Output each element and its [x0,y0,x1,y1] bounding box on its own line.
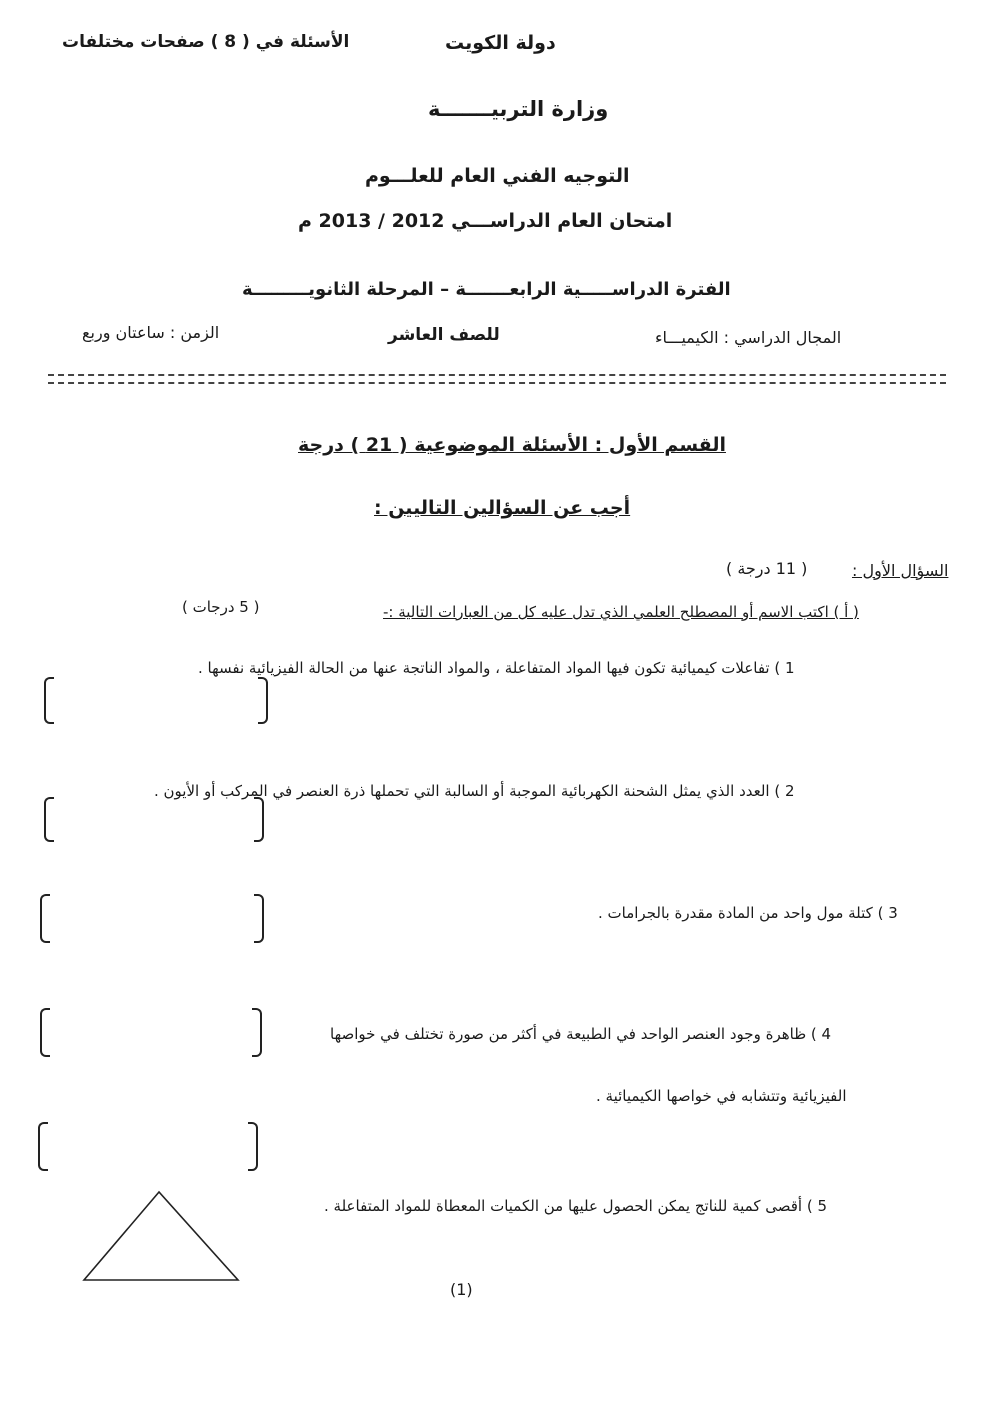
directorate-name: التوجيه الفني العام للعلـــوم [365,165,630,187]
state-name: دولة الكويت [445,32,556,54]
item-4-text-line-1: 4 ) ظاهرة وجود العنصر الواحد في الطبيعة في أكثر من صورة تختلف في خواصها [330,1025,832,1043]
question-1-marks: ( 11 درجة ) [726,559,808,578]
answer-box-2[interactable] [44,797,264,838]
item-1-text: 1 ) تفاعلات كيميائية تكون فيها المواد المتفاعلة ، والمواد الناتجة عنها من الحالة الفيزيائية نفسها . [198,659,795,677]
answer-box-4[interactable] [40,1008,262,1053]
header-divider-2 [48,382,946,384]
grade-label: للصف العاشر [388,325,500,345]
item-5-text: 5 ) أقصى كمية للناتج يمكن الحصول عليها من الكميات المعطاة للمواد المتفاعلة . [324,1197,828,1215]
ministry-name: وزارة التربيـــــــة [428,97,609,121]
answer-box-1[interactable] [44,677,268,720]
exam-title: امتحان العام الدراســـي 2012 / 2013 م [298,210,673,232]
item-4-text-line-2: الفيزيائية وتتشابه في خواصها الكيميائية . [596,1087,847,1105]
part-a-marks: ( 5 درجات ) [182,598,260,616]
header-divider [48,374,946,376]
pages-note: الأسئلة في ( 8 ) صفحات مختلفات [62,32,350,52]
item-2-text: 2 ) العدد الذي يمثل الشحنة الكهربائية الموجبة أو السالبة التي تحملها ذرة العنصر في المركب أو الأيون . [154,782,795,800]
answer-box-3[interactable] [40,894,264,939]
question-1-label: السؤال الأول : [852,561,949,580]
item-3-text: 3 ) كتلة مول واحد من المادة مقدرة بالجرامات . [598,904,898,922]
exam-period: الفترة الدراســـــية الرابعـــــــة – المرحلة الثانويـــــــــة [242,279,731,300]
section-title: القسم الأول : الأسئلة الموضوعية ( 21 ) درجة [298,434,726,456]
section-instruction: أجب عن السؤالين التاليين : [374,497,631,519]
subject-label: المجال الدراسي : الكيميـــاء [655,328,842,347]
part-a-instruction: ( أ ) اكتب الاسم أو المصطلح العلمي الذي تدل عليه كل من العبارات التالية :- [383,603,859,621]
triangle-answer-box[interactable] [80,1188,242,1284]
answer-box-4b[interactable] [38,1122,258,1167]
page-number: (1) [450,1280,473,1299]
time-label: الزمن : ساعتان وربع [82,323,220,342]
